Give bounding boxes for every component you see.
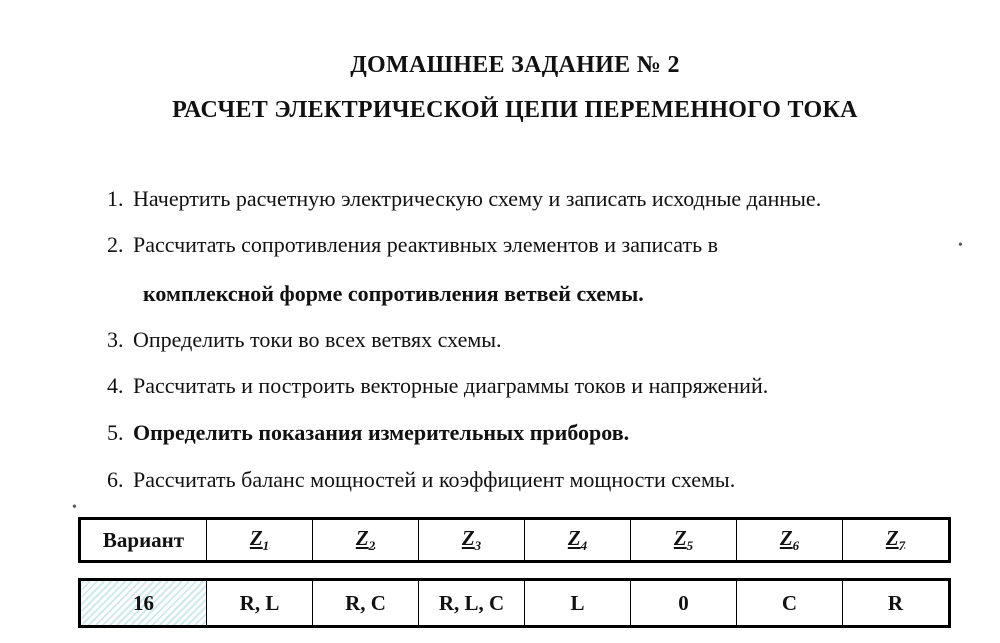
cell-z2: R, C — [313, 580, 419, 627]
scan-speck: • — [958, 238, 963, 253]
header-z5: $Z_5$ — [631, 519, 737, 562]
task-number: 4. — [107, 373, 124, 398]
task-item-4 — [107, 373, 768, 399]
cell-z6: C — [737, 580, 843, 627]
variant-table-header — [78, 517, 951, 563]
variant-table-data — [78, 578, 951, 628]
table-header-row — [80, 519, 950, 562]
task-item-1 — [107, 186, 821, 212]
page-title: ДОМАШНЕЕ ЗАДАНИЕ № 2 — [350, 52, 680, 78]
header-z4: $Z_4$ — [525, 519, 631, 562]
task-number: 5. — [107, 420, 124, 445]
task-text: комплексной форме сопротивления ветвей схемы. — [143, 281, 644, 306]
task-text: Определить показания измерительных приборов. — [133, 420, 630, 445]
cell-z3: R, L, C — [419, 580, 525, 627]
task-text: Рассчитать сопротивления реактивных элементов и записать в — [133, 232, 719, 257]
task-number: 6. — [107, 467, 124, 492]
table-row — [80, 580, 950, 627]
task-text: Рассчитать и построить векторные диаграммы токов и напряжений. — [133, 373, 769, 398]
header-z3: $Z_3$ — [419, 519, 525, 562]
task-number: 1. — [107, 186, 124, 211]
header-variant: Вариант — [80, 519, 207, 562]
cell-z7: R — [843, 580, 950, 627]
task-item-5 — [107, 420, 629, 446]
cell-variant: 16 — [80, 580, 207, 627]
task-number: 2. — [107, 232, 124, 257]
task-number: 3. — [107, 327, 124, 352]
task-text: Рассчитать баланс мощностей и коэффициент мощности схемы. — [133, 467, 736, 492]
page-subtitle: РАСЧЕТ ЭЛЕКТРИЧЕСКОЙ ЦЕПИ ПЕРЕМЕННОГО ТОКА — [172, 97, 858, 123]
cell-z4: L — [525, 580, 631, 627]
header-z7: $Z_7$ — [843, 519, 950, 562]
task-text: Определить токи во всех ветвях схемы. — [133, 327, 502, 352]
task-text: Начертить расчетную электрическую схему и записать исходные данные. — [133, 186, 822, 211]
task-item-2 — [107, 232, 718, 258]
cell-z5: 0 — [631, 580, 737, 627]
cell-z1: R, L — [207, 580, 313, 627]
header-z1: $Z_1$ — [207, 519, 313, 562]
header-z6: $Z_6$ — [737, 519, 843, 562]
task-item-3 — [107, 327, 502, 353]
scan-speck: • — [72, 500, 77, 515]
header-z2: $Z_2$ — [313, 519, 419, 562]
task-item-2-continuation — [143, 281, 644, 307]
task-item-6 — [107, 467, 735, 493]
